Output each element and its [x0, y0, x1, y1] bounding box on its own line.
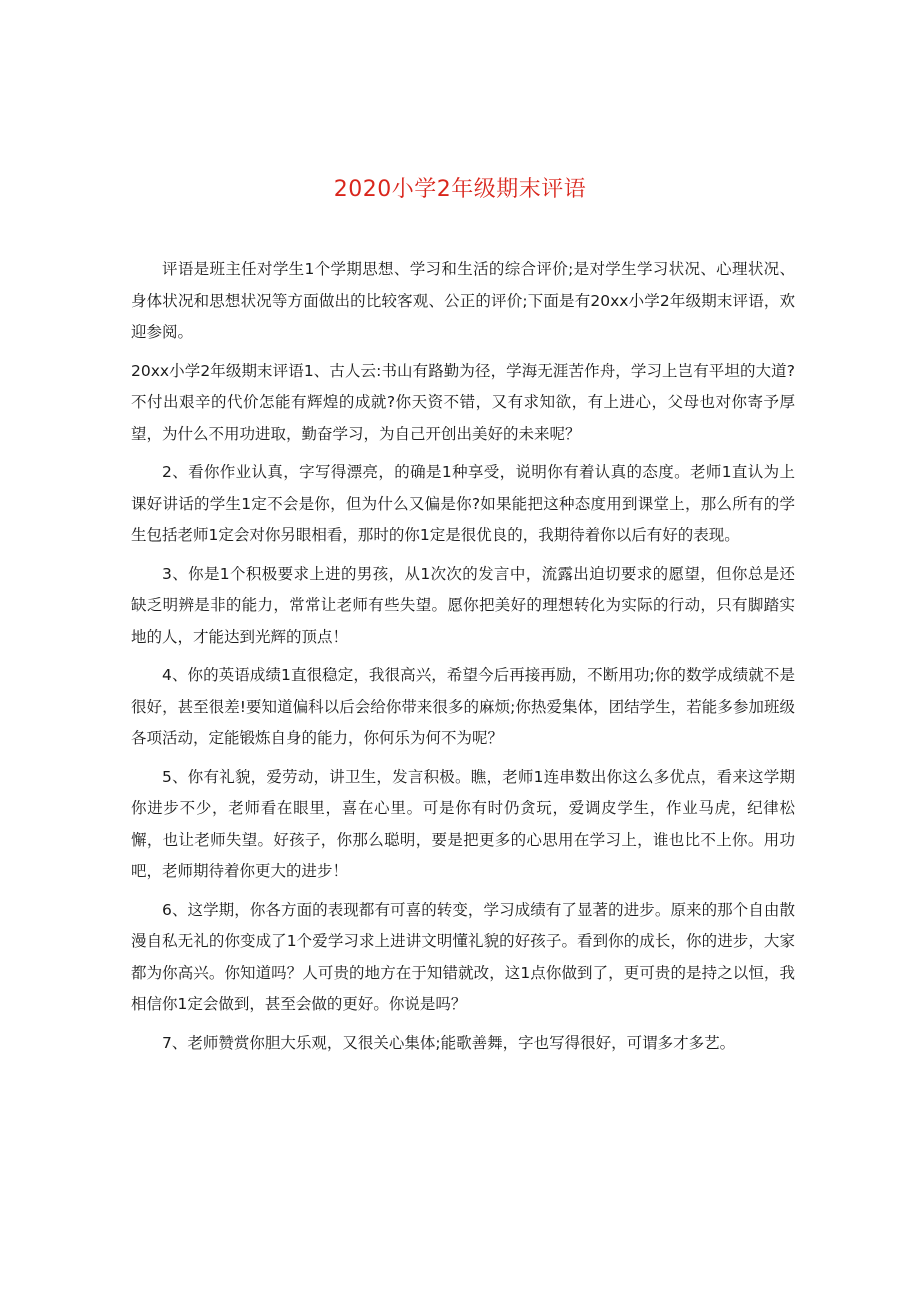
- comment-paragraph-6: 6、这学期，你各方面的表现都有可喜的转变，学习成绩有了显著的进步。原来的那个自由散漫自私无礼的你变成了1个爱学习求上进讲文明懂礼貌的好孩子。看到你的成长，你的进步，大家都为你高兴。你知道吗？人可贵的地方在于知错就改，这1点你做到了，更可贵的是持之以恒，我相信你1定会做到，甚至会做的更好。你说是吗？: [131, 900, 795, 1013]
- document-title: 2020小学2年级期末评语: [333, 177, 587, 202]
- comment-paragraph-3: 3、你是1个积极要求上进的男孩，从1次次的发言中，流露出迫切要求的愿望，但你总是还缺乏明辨是非的能力，常常让老师有些失望。愿你把美好的理想转化为实际的行动，只有脚踏实地的人，才能达到光辉的顶点！: [131, 564, 795, 646]
- comment-paragraph-7: 7、老师赞赏你胆大乐观，又很关心集体;能歌善舞，字也写得很好，可谓多才多艺。: [162, 1033, 736, 1052]
- comment-paragraph-4: 4、你的英语成绩1直很稳定，我很高兴，希望今后再接再励，不断用功;你的数学成绩就不是很好，甚至很差!要知道偏科以后会给你带来很多的麻烦;你热爱集体，团结学生，若能多参加班级各项活动，定能锻炼自身的能力，你何乐为何不为呢？: [131, 666, 795, 747]
- document-body: [131, 254, 795, 1066]
- comment-paragraph-5: 5、你有礼貌，爱劳动，讲卫生，发言积极。瞧，老师1连串数出你这么多优点，看来这学期你进步不少，老师看在眼里，喜在心里。可是你有时仍贪玩，爱调皮学生，作业马虎，纪律松懈，也让老师失望。好孩子，你那么聪明，要是把更多的心思用在学习上，谁也比不上你。用功吧，老师期待着你更大的进步！: [131, 767, 795, 880]
- comment-paragraph-2: 2、看你作业认真，字写得漂亮，的确是1种享受，说明你有着认真的态度。老师1直认为上课好讲话的学生1定不会是你，但为什么又偏是你?如果能把这种态度用到课堂上，那么所有的学生包括老师1定会对你另眼相看，那时的你1定是很优良的，我期待着你以后有好的表现。: [131, 463, 795, 544]
- intro-paragraph: 评语是班主任对学生1个学期思想、学习和生活的综合评价;是对学生学习状况、心理状况、身体状况和思想状况等方面做出的比较客观、公正的评价;下面是有20xx小学2年级期末评语，欢迎参阅。: [131, 260, 795, 341]
- comment-paragraph-1: 20xx小学2年级期末评语1、古人云:书山有路勤为径，学海无涯苦作舟，学习上岂有平坦的大道?不付出艰辛的代价怎能有辉煌的成就?你天资不错，又有求知欲，有上进心，父母也对你寄予厚望，为什么不用功进取，勤奋学习，为自己开创出美好的未来呢？: [131, 361, 795, 443]
